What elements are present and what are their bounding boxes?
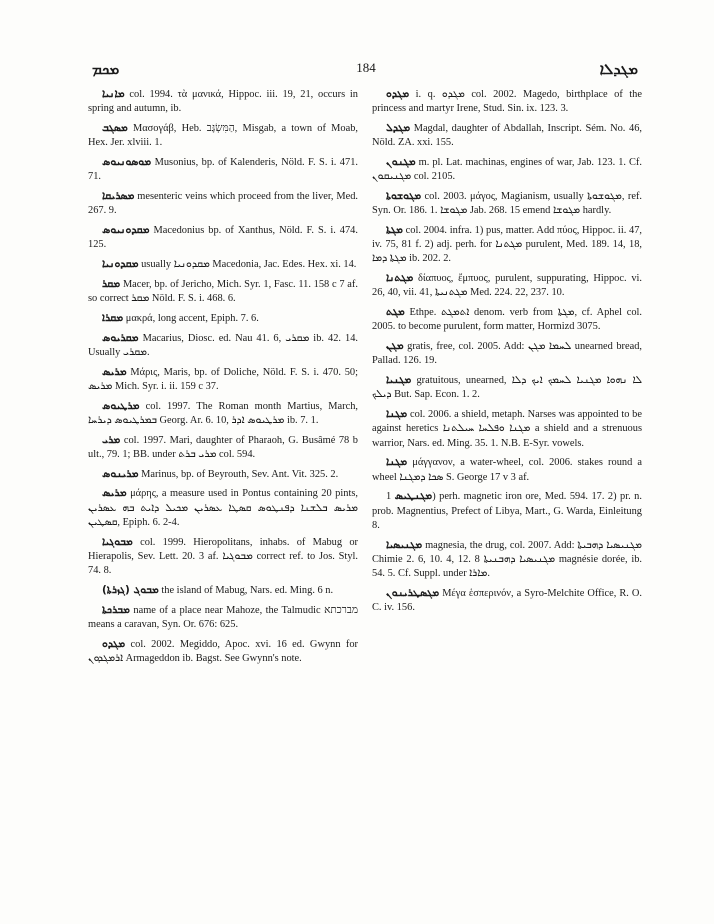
entry-text: col. 2004. infra. 1) pus, matter. Add πύος, Hippoc. ii. 47, iv. 75, 81 f. 2) adj. perh. for ܡܓܬܢܐ purulent, Med. 189. 14, 18, ܡܓܬܐ ܕܡܐ ib. 202. 2. xyxy=(372,225,642,265)
dictionary-entry xyxy=(372,155,642,184)
dictionary-entry xyxy=(372,586,642,615)
right-column xyxy=(372,87,642,620)
entry-headword: ܡܪܝܣ xyxy=(102,487,127,500)
dictionary-entry xyxy=(88,311,358,326)
entry-headword: ܡܓܬܐ xyxy=(386,224,403,236)
entry-text: name of a place near Mahoze, the Talmudic מברכתא means a caravan, Syn. Or. 676: 625. xyxy=(88,604,358,630)
dictionary-entry xyxy=(88,583,358,598)
dictionary-entry xyxy=(372,87,642,116)
page-number: 184 xyxy=(356,60,376,75)
dictionary-entry xyxy=(372,121,642,150)
entry-headword: ܡܪܝܢܘܣ xyxy=(102,467,139,480)
dictionary-entry xyxy=(372,538,642,582)
entry-headword: ܡܪܝܣ xyxy=(102,365,127,378)
dictionary-entry xyxy=(88,467,358,482)
entry-headword: ܡܓܕܠ xyxy=(386,122,411,134)
entry-headword: ܡܓܢܛܝܣ xyxy=(394,490,433,503)
entry-headword: ܡܒܘܓ (ܓܙܪܬܐ) xyxy=(102,583,159,596)
entry-text: usually ܡܩܕܘܢܝܐ Macedonia, Jac. Edes. Hex. xi. 14. xyxy=(141,259,357,270)
entry-text: mesenteric veins which proceed from the liver, Med. 267. 9. xyxy=(88,191,358,217)
entry-text: col. 2006. a shield, metaph. Narses was appointed to be against heretics ܡܓܢܐ ܘܦܠܚܐ ܚܝܠܬܢܐ a shield and a strenuous warrior, Nars. ed. Ming. 35. 1. N.B. E-Syr. vowels. xyxy=(372,409,642,449)
dictionary-entry xyxy=(372,339,642,368)
dictionary-entry xyxy=(88,277,358,306)
entry-headword: ܡܩܕܘܢܝܘܣ xyxy=(102,224,150,236)
entry-headword: ܡܓܕܘ xyxy=(386,88,410,100)
dictionary-entry xyxy=(88,155,358,184)
entry-headword: ܡܪܝ xyxy=(102,433,121,446)
entry-headword: ܡܩܕܘܢܝܐ xyxy=(102,258,139,270)
dictionary-entry xyxy=(88,365,358,394)
entry-headword: ܡܩܪ xyxy=(102,277,121,290)
entry-text: Μέγα ἑσπερινόν, a Syro-Melchite Office, R. O. C. iv. 156. xyxy=(372,587,642,614)
dictionary-entry xyxy=(88,603,358,632)
entry-text: gratis, free, col. 2005. Add: ܠܚܡܐ ܡܓܢ unearned bread, Pallad. 126. 19. xyxy=(372,341,642,367)
entry-text: Marinus, bp. of Beyrouth, Sev. Ant. Vit. 325. 2. xyxy=(141,468,339,480)
entry-text: the island of Mabug, Nars. ed. Ming. 6 n. xyxy=(161,584,334,596)
entry-headword: ܡܓܢ xyxy=(386,340,404,353)
entry-headword: ܡܣܪܝܩܐ xyxy=(102,190,135,202)
entry-text: Μασογάβ, Heb. הַמִּשְׂגָּב, Misgab, a town of Moab, Hex. Jer. xlviii. 1. xyxy=(88,123,358,149)
entry-headword: ܡܓܬ xyxy=(386,306,405,319)
left-column xyxy=(88,87,358,671)
dictionary-entry xyxy=(88,87,358,116)
entry-headword: ܡܓܢܐ xyxy=(386,408,408,421)
entry-text: μακρά, long accent, Epiph. 7. 6. xyxy=(125,312,259,324)
entry-text: Magdal, daughter of Abdallah, Inscript. Sém. No. 46, Nöld. ZA. xxi. 155. xyxy=(372,123,642,149)
entry-text: Macarius, Diosc. ed. Nau 41. 6, ܡܩܪܝ ib. 42. 14. Usually ܡܩܪܝ. xyxy=(88,332,358,358)
entry-headword: ܡܣܓܒ xyxy=(102,122,128,134)
entry-text: Macedonius bp. of Xanthus, Nöld. F. S. i. 474. 125. xyxy=(88,225,358,251)
entry-headword: ܡܓܘܫܘܬܐ xyxy=(386,190,422,202)
dictionary-entry xyxy=(372,455,642,484)
entry-text: μάγγανον, a water-wheel, col. 2006. stakes round a wheel ܣܟܐ ܕܡܓܢܐ S. George 17 v 3 af. xyxy=(372,457,642,483)
entry-text: col. 2003. μάγος, Magianism, usually ܡܓܘܫܘܬܐ, ref. Syn. Or. 186. 1. ܡܓܘܫܐ Jab. 268. 15 emend ܡܓܘܫܐ hardly. xyxy=(372,191,642,217)
entry-headword: ܡܒܘܓܝܐ xyxy=(102,535,133,548)
dictionary-entry xyxy=(88,189,358,218)
entry-headword: ܡܐܢܝܐ xyxy=(102,88,125,100)
entry-headword: ܡܩܪܝܘܣ xyxy=(102,331,139,344)
dictionary-entry xyxy=(372,223,642,267)
dictionary-entry xyxy=(372,489,642,533)
entry-text: μάρης, a measure used in Pontus containing 20 pints, ܡܪܝܣ ܒܠܫܢܐ ܕܦܢܛܘܣ ܩܣܛܐ ܥܣܪܝܢ ܡܟܝܠ ܕܐܝܬ ܒܗ ܥܣܪܝܢ ܩܣܛܝܢ, Epiph. 6. 2-4. xyxy=(88,488,358,528)
dictionary-entry xyxy=(372,271,642,300)
dictionary-entry xyxy=(372,189,642,218)
dictionary-entry xyxy=(88,535,358,579)
header-left-syriac: ܡܟܡ xyxy=(92,60,120,78)
entry-text: Macer, bp. of Jericho, Mich. Syr. 1, Fasc. 11. 158 c 7 af. so correct ܡܩܪ Nöld. F. S. i. 468. 6. xyxy=(88,278,358,304)
entry-text: i. q. ܡܓܕܘ col. 2002. Magedo, birthplace of the princess and martyr Irene, Stud. Sin. ix. 123. 3. xyxy=(372,89,642,115)
dictionary-entry xyxy=(88,433,358,462)
page-header xyxy=(86,58,646,80)
dictionary-entry xyxy=(88,637,358,666)
entry-headword: ܡܓܕܘ xyxy=(102,637,126,650)
entry-headword: ܡܓܢܐ xyxy=(386,456,408,469)
entry-text: Μάρις, Maris, bp. of Doliche, Nöld. F. S. i. 470. 50; ܡܪܝܣ Mich. Syr. i. ii. 159 c 37. xyxy=(88,366,358,392)
entry-headword: ܡܒܪܟܬܐ xyxy=(102,603,130,616)
header-right-syriac: ܡܓܕܠܐ xyxy=(599,60,638,78)
dictionary-entry xyxy=(372,407,642,451)
entry-text: Musonius, bp. of Kalenderis, Nöld. F. S. i. 471. 71. xyxy=(88,157,358,183)
dictionary-entry xyxy=(88,331,358,360)
entry-text: gratuitous, unearned, ܠܐ ܢܗܘܐ ܡܓܢܝܐ ܠܚܡܟ ܐܝܟ ܕܠܐ ܕܝܠܟ But. Sap. Econ. 1. 2. xyxy=(372,375,642,401)
dictionary-entry xyxy=(372,305,642,334)
entry-headword: ܡܓܬܢܐ xyxy=(386,272,414,285)
entry-headword: ܡܓܢܘܢ xyxy=(386,156,416,168)
entry-headword: ܡܪܛܝܘܣ xyxy=(102,399,140,412)
entry-text: magnesia, the drug, col. 2007. Add: ܡܓܢܝܣܝܐ ܕܗܒܝܬܐ Chimie 2. 6, 10. 4, 12. 8 ܡܓܢܝܣܝܐ ܕܗܒܢܝܬܐ magnésie dorée, ib. 54. 5. Cf. Suppl. under ܡܐܪܐ. xyxy=(372,539,643,580)
entry-text: col. 2002. Megiddo, Apoc. xvi. 16 ed. Gwynn for ܐܪܡܓܕܘܢ Armageddon ib. Bagst. See Gwynn's note. xyxy=(88,638,358,664)
dictionary-entry xyxy=(88,257,358,272)
dictionary-entry xyxy=(88,486,358,530)
entry-text: 1) perh. magnetic iron ore, Med. 594. 17. 2) pr. n. prob. Magnentius, Prefect of Libya, Mart., G. Warda, Einleitung 8. xyxy=(372,491,642,531)
dictionary-entry xyxy=(372,373,642,402)
entry-headword: ܡܓܣܛܪܝܢܘܢ xyxy=(386,586,440,599)
dictionary-entry xyxy=(88,223,358,252)
entry-text: m. pl. Lat. machinas, engines of war, Jab. 123. 1. Cf. ܡܓܢܝܩܘܢ col. 2105. xyxy=(372,157,642,183)
entry-headword: ܡܓܢܝܣܝܐ xyxy=(386,538,423,551)
entry-headword: ܡܘܣܘܢܝܘܣ xyxy=(102,156,152,168)
entry-text: col. 1997. The Roman month Martius, March, ܒܡܪܛܝܘܣ ܕܝܪܚܐ Georg. Ar. 6. 10, ܡܪܛܝܘܣ ܐܕܪ ib. 7. 1. xyxy=(88,400,358,426)
entry-headword: ܡܓܢܝܐ xyxy=(386,374,412,387)
entry-text: Ethpe. ܐܬܡܓܬ denom. verb from ܡܓܬܐ, cf. Aphel col. 2005. to become purulent, form matter, Hormizd 3075. xyxy=(372,307,642,333)
entry-text: col. 1997. Mari, daughter of Pharaoh, G. Busâmé 78 b ult., 79. 1; BB. under ܡܪܝ ܒܪܬ col. 594. xyxy=(88,434,358,460)
entry-text: δίαπυος, ἔμπυος, purulent, suppurating, Hippoc. vi. 26, 40, vii. 41, ܡܓܬܢܝܬܐ Med. 224. 22, 237. 10. xyxy=(372,273,642,299)
entry-text: col. 1999. Hieropolitans, inhabs. of Mabug or Hierapolis, Sev. Lett. 20. 3 af. ܡܒܘܓܝܐ correct ref. to Jos. Styl. 74. 8. xyxy=(88,536,358,576)
dictionary-entry xyxy=(88,121,358,150)
entry-text: col. 1994. τὰ μανικά, Hippoc. iii. 19, 21, occurs in spring and autumn, ib. xyxy=(88,89,358,115)
entry-headword: ܡܩܪܐ xyxy=(102,311,124,324)
dictionary-entry xyxy=(88,399,358,428)
